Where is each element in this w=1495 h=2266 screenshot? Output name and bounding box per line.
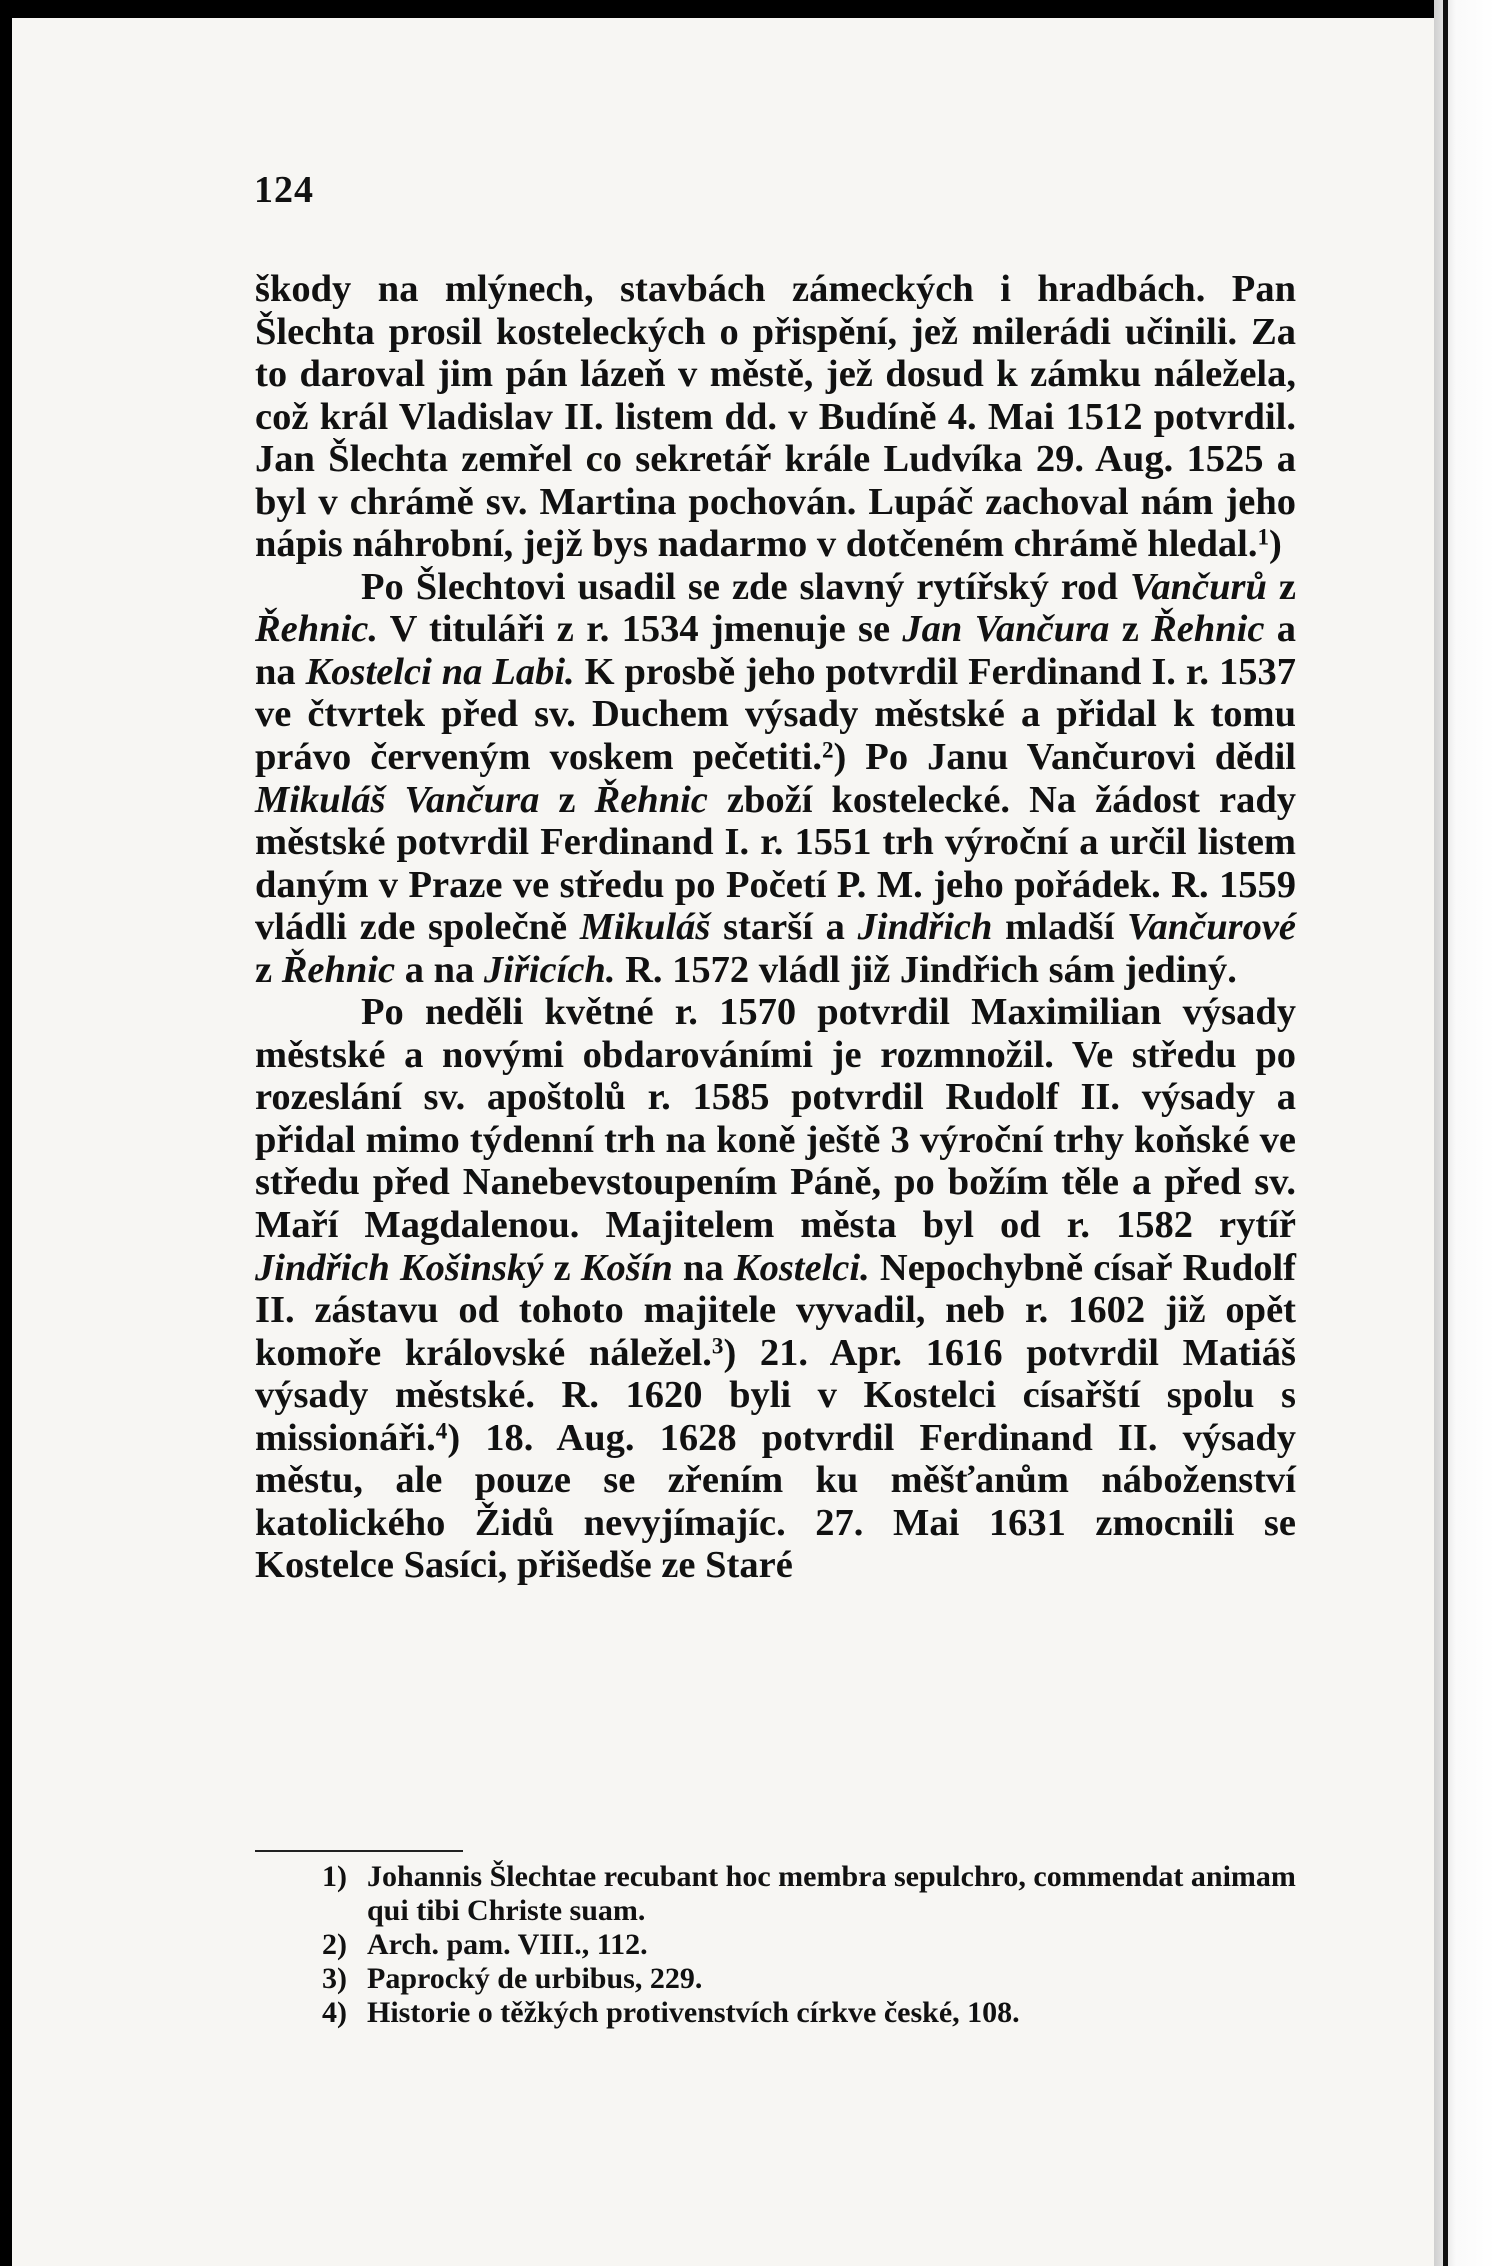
text-run: mladší	[992, 906, 1128, 949]
italic-run: Jan Vančura	[902, 608, 1110, 651]
scan-edge-line	[1443, 0, 1448, 2266]
footnote-text: Arch. pam. VIII., 112.	[367, 1928, 648, 1961]
footnote-mark: 2)	[322, 1928, 347, 1961]
text-run: ) 18. Aug. 1628 potvrdil Ferdinand II. výsady městu, ale pouze se zřením ku měšťanům náboženství katolického Židů nevyjímajíc. 27. Mai 1631 zmocnili se Kostelce Sasíci, přišedše ze Staré	[255, 1416, 1296, 1587]
text-run: a na	[395, 948, 484, 991]
book-page	[12, 18, 1434, 2266]
scan-edge	[1434, 0, 1495, 2266]
italic-run: Mikuláš	[579, 906, 711, 949]
footnote-text: Historie o těžkých protivenstvích církve české, 108.	[367, 1996, 1020, 2029]
italic-run: Řehnic	[281, 948, 396, 991]
text-run: z	[539, 778, 595, 821]
text-run: a na	[255, 608, 1297, 693]
main-text	[255, 268, 1296, 1587]
text-run: z	[1266, 565, 1296, 608]
text-run: zboží kostelecké. Na žádost rady městské potvrdil Ferdinand I. r. 1551 trh výroční a určil listem daným v Praze ve středu po Početí P. M. jeho pořádek. R. 1559 vládli zde společně	[255, 778, 1296, 949]
text-run: R. 1572 vládl již Jindřich sám jediný.	[615, 948, 1237, 991]
footnote	[322, 1928, 1296, 1962]
italic-run: Řehnic	[1151, 608, 1265, 651]
footnote-text: Johannis Šlechtae recubant hoc membra sepulchro, commendat animam qui tibi Christe suam.	[367, 1860, 1296, 1927]
italic-run: Mikuláš Vančura	[255, 778, 540, 821]
footnote-mark: 1)	[322, 1860, 347, 1893]
text-run: K prosbě jeho potvrdil Ferdinand I. r. 1537 ve čtvrtek před sv. Duchem výsady městské a přidal k tomu právo červeným voskem pečetiti.	[255, 650, 1296, 779]
italic-run: Jindřich	[857, 906, 993, 949]
footnote-ref: 2	[821, 736, 834, 763]
italic-run: Řehnic.	[255, 608, 379, 651]
text-run: z	[543, 1246, 581, 1289]
italic-run: Kostelci.	[733, 1246, 870, 1289]
footnote-ref: 3	[711, 1332, 724, 1359]
italic-run: Košín	[580, 1246, 673, 1289]
text-run: starší a	[710, 906, 858, 949]
italic-run: Řehnic	[594, 778, 708, 821]
paragraph	[255, 566, 1296, 991]
italic-run: Jindřich Košinský	[255, 1246, 544, 1289]
footnote-ref: 1	[1257, 523, 1270, 550]
text-run: )	[1269, 523, 1282, 566]
text-run: Po Šlechtovi usadil se zde slavný rytířský rod	[361, 565, 1130, 608]
footnote-ref: 4	[435, 1417, 448, 1444]
footnote	[322, 1996, 1296, 2030]
paragraph	[255, 268, 1296, 566]
text-run: z	[255, 948, 282, 991]
text-run: na	[672, 1246, 734, 1289]
italic-run: Vančurové	[1127, 906, 1297, 949]
italic-run: Jiřicích.	[483, 948, 616, 991]
footnote	[322, 1860, 1296, 1928]
text-run: Po neděli květné r. 1570 potvrdil Maximilian výsady městské a novými obdarováními je rozmnožil. Ve středu po rozeslání sv. apoštolů r. 1585 potvrdil Rudolf II. výsady a přidal mimo týdenní trh na koně ještě 3 výroční trhy koňské ve středu před Nanebevstoupením Páně, po božím těle a před sv. Maří Magdalenou. Majitelem města byl od r. 1582 rytíř	[255, 991, 1296, 1247]
footnote-separator	[255, 1850, 463, 1852]
footnote	[322, 1962, 1296, 1996]
italic-run: Kostelci na Labi.	[305, 650, 575, 693]
text-run: z	[1109, 608, 1152, 651]
text-run: ) Po Janu Vančurovi dědil	[833, 736, 1296, 779]
text-run: škody na mlýnech, stavbách zámeckých i hradbách. Pan Šlechta prosil kosteleckých o přispění, jež milerádi učinili. Za to daroval jim pán lázeň v městě, jež dosud k zámku náležela, což král Vladislav II. listem dd. v Budíně 4. Mai 1512 potvrdil. Jan Šlechta zemřel co sekretář krále Ludvíka 29. Aug. 1525 a byl v chrámě sv. Martina pochován. Lupáč zachoval nám jeho nápis náhrobní, jejž bys nadarmo v dotčeném chrámě hledal.	[255, 268, 1296, 566]
footnote-mark: 4)	[322, 1996, 347, 2029]
footnote-mark: 3)	[322, 1962, 347, 1995]
footnote-text: Paprocký de urbibus, 229.	[367, 1962, 703, 1995]
text-run: ) 21. Apr. 1616 potvrdil Matiáš výsady městské. R. 1620 byli v Kostelci císařští spolu s missionáři.	[255, 1331, 1296, 1459]
page-number: 124	[254, 169, 314, 211]
text-run: V tituláři z r. 1534 jmenuje se	[378, 608, 903, 651]
paragraph	[255, 991, 1296, 1587]
italic-run: Vančurů	[1129, 565, 1267, 608]
text-run: Nepochybně císař Rudolf II. zástavu od tohoto majitele vyvadil, neb r. 1602 již opět komoře královské náležel.	[255, 1246, 1296, 1374]
footnotes	[322, 1860, 1296, 2030]
